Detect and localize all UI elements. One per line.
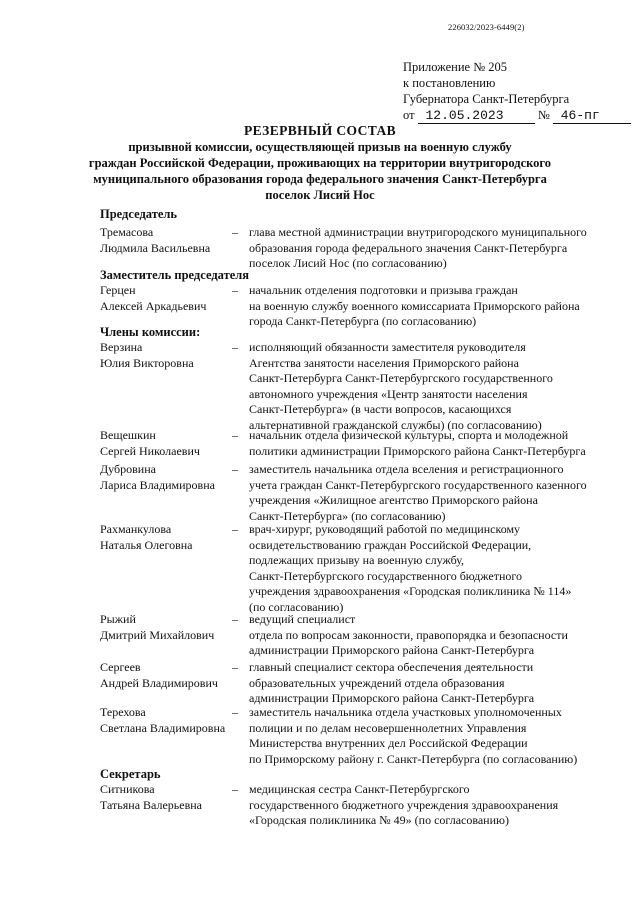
position-line: начальник отделения подготовки и призыва граждан xyxy=(249,283,518,297)
member-given-names: Татьяна Валерьевна xyxy=(100,797,202,812)
member-position xyxy=(249,283,589,330)
member-surname: Верзина xyxy=(100,340,143,354)
position-line: Санкт-Петербурга Санкт-Петербургского государственного xyxy=(249,371,553,385)
document-title xyxy=(60,123,580,203)
member-surname: Рахманкулова xyxy=(100,522,172,536)
title-line-5: поселок Лисий Нос xyxy=(265,188,375,202)
member-given-names: Юлия Викторовна xyxy=(100,355,194,370)
position-line: врач-хирург, руководящий работой по медицинскому xyxy=(249,522,521,536)
member-position xyxy=(249,225,589,272)
position-line: «Городская поликлиника № 49» (по согласованию) xyxy=(249,813,509,827)
title-line-4: муниципального образования города федерального значения Санкт-Петербурга xyxy=(93,172,547,186)
member-given-names: Андрей Владимирович xyxy=(100,675,218,690)
position-line: отдела по вопросам законности, правопорядка и безопасности xyxy=(249,627,568,642)
member-given-names: Наталья Олеговна xyxy=(100,537,193,552)
section-deputy: Заместитель председателя xyxy=(100,268,250,282)
position-line: исполняющий обязанности заместителя руководителя xyxy=(249,340,526,354)
position-line: Санкт-Петербурга» (по согласованию) xyxy=(249,508,446,523)
resolution-date-value: 12.05.2023 xyxy=(425,108,504,123)
position-line: политики администрации Приморского района Санкт-Петербурга xyxy=(249,443,586,458)
dash-separator: – xyxy=(232,225,238,239)
dash-separator: – xyxy=(232,782,238,796)
position-line: заместитель начальника отдела участковых уполномоченных xyxy=(249,705,562,719)
position-line: полиции и по делам несовершеннолетних Управления xyxy=(249,720,527,735)
member-given-names: Сергей Николаевич xyxy=(100,443,200,458)
resolution-number xyxy=(553,108,631,124)
position-line: поселок Лисий Нос (по согласованию) xyxy=(249,256,447,270)
member-surname: Терехова xyxy=(100,705,146,719)
position-line: ведущий специалист xyxy=(249,612,356,626)
member-name xyxy=(100,462,230,493)
member-name xyxy=(100,428,230,459)
position-line: заместитель начальника отдела вселения и регистрационного xyxy=(249,462,564,476)
dash-separator: – xyxy=(232,705,238,719)
position-line: государственного бюджетного учреждения здравоохранения xyxy=(249,797,559,812)
member-given-names: Людмила Васильевна xyxy=(100,240,211,255)
section-chairman: Председатель xyxy=(100,207,178,221)
member-given-names: Алексей Аркадьевич xyxy=(100,298,207,313)
position-line: по Приморскому району г. Санкт-Петербурга (по согласованию) xyxy=(249,751,578,766)
position-line: на военную службу военного комиссариата Приморского района xyxy=(249,298,580,313)
dash-separator: – xyxy=(232,462,238,476)
member-position xyxy=(249,340,589,433)
title-line-3: граждан Российской Федерации, проживающих на территории внутригородского xyxy=(88,156,552,170)
member-name xyxy=(100,782,230,813)
member-position xyxy=(249,462,589,524)
member-surname: Герцен xyxy=(100,283,136,297)
member-surname: Ситникова xyxy=(100,782,155,796)
position-line: медицинская сестра Санкт-Петербургского xyxy=(249,782,470,796)
member-name xyxy=(100,522,230,553)
member-name xyxy=(100,705,230,736)
member-surname: Сергеев xyxy=(100,660,141,674)
position-line: учета граждан Санкт-Петербургского государственного казенного xyxy=(249,477,587,492)
appendix-block xyxy=(403,59,631,124)
dash-separator: – xyxy=(232,340,238,354)
title-line-2: призывной комиссии, осуществляющей призыв на военную службу xyxy=(128,140,512,154)
document-registration-number: 226032/2023-6449(2) xyxy=(448,22,525,32)
dash-separator: – xyxy=(232,428,238,442)
member-position xyxy=(249,660,589,707)
member-position xyxy=(249,612,589,659)
position-line: начальник отдела физической культуры, спорта и молодежной xyxy=(249,428,569,442)
dash-separator: – xyxy=(232,522,238,536)
date-prefix: от xyxy=(403,108,415,122)
position-line: автономного учреждения «Центр занятости населения xyxy=(249,386,528,401)
position-line: (по согласованию) xyxy=(249,599,344,614)
section-members: Члены комиссии: xyxy=(100,325,201,339)
position-line: Министерства внутренних дел Российской Федерации xyxy=(249,736,528,750)
member-surname: Вещешкин xyxy=(100,428,156,442)
position-line: Санкт-Петербурга» (в части вопросов, касающихся xyxy=(249,402,512,416)
position-line: Агентства занятости населения Приморского района xyxy=(249,355,519,370)
position-line: образовательных учреждений отдела образования xyxy=(249,675,505,690)
position-line: подлежащих призыву на военную службу, xyxy=(249,553,465,567)
position-line: глава местной администрации внутригородского муниципального xyxy=(249,225,587,239)
position-line: главный специалист сектора обеспечения деятельности xyxy=(249,660,534,674)
resolution-number-value: 46-пг xyxy=(560,108,600,123)
member-surname: Дубровина xyxy=(100,462,156,476)
member-name xyxy=(100,340,230,371)
appendix-date-line xyxy=(403,107,631,124)
appendix-line-3: Губернатора Санкт-Петербурга xyxy=(403,92,570,106)
member-given-names: Лариса Владимировна xyxy=(100,477,215,492)
position-line: образования города федерального значения Санкт-Петербурга xyxy=(249,240,568,255)
member-name xyxy=(100,612,230,643)
member-position xyxy=(249,782,589,829)
appendix-line-1: Приложение № 205 xyxy=(403,60,508,74)
appendix-line-2: к постановлению xyxy=(403,76,496,90)
number-prefix: № xyxy=(537,108,550,122)
position-line: администрации Приморского района Санкт-Петербурга xyxy=(249,643,535,657)
member-name xyxy=(100,660,230,691)
position-line: администрации Приморского района Санкт-Петербурга xyxy=(249,691,535,705)
dash-separator: – xyxy=(232,612,238,626)
member-given-names: Светлана Владимировна xyxy=(100,720,226,735)
section-secretary: Секретарь xyxy=(100,767,161,781)
member-name xyxy=(100,225,230,256)
member-surname: Рыжий xyxy=(100,612,136,626)
member-position xyxy=(249,428,589,459)
position-line: альтернативной гражданской службы) (по согласованию) xyxy=(249,417,542,432)
member-position xyxy=(249,522,589,615)
dash-separator: – xyxy=(232,660,238,674)
position-line: города Санкт-Петербурга (по согласованию) xyxy=(249,314,477,328)
member-surname: Тремасова xyxy=(100,225,154,239)
member-name xyxy=(100,283,230,314)
member-position xyxy=(249,705,589,767)
title-main: РЕЗЕРВНЫЙ СОСТАВ xyxy=(243,123,397,138)
position-line: Санкт-Петербургского государственного бюджетного xyxy=(249,568,523,583)
dash-separator: – xyxy=(232,283,238,297)
position-line: учреждения «Жилищное агентство Приморского района xyxy=(249,493,538,507)
position-line: учреждения здравоохранения «Городская поликлиника № 114» xyxy=(249,584,572,598)
resolution-date xyxy=(418,108,535,124)
position-line: освидетельствованию граждан Российской Федерации, xyxy=(249,537,532,552)
member-given-names: Дмитрий Михайлович xyxy=(100,627,215,642)
